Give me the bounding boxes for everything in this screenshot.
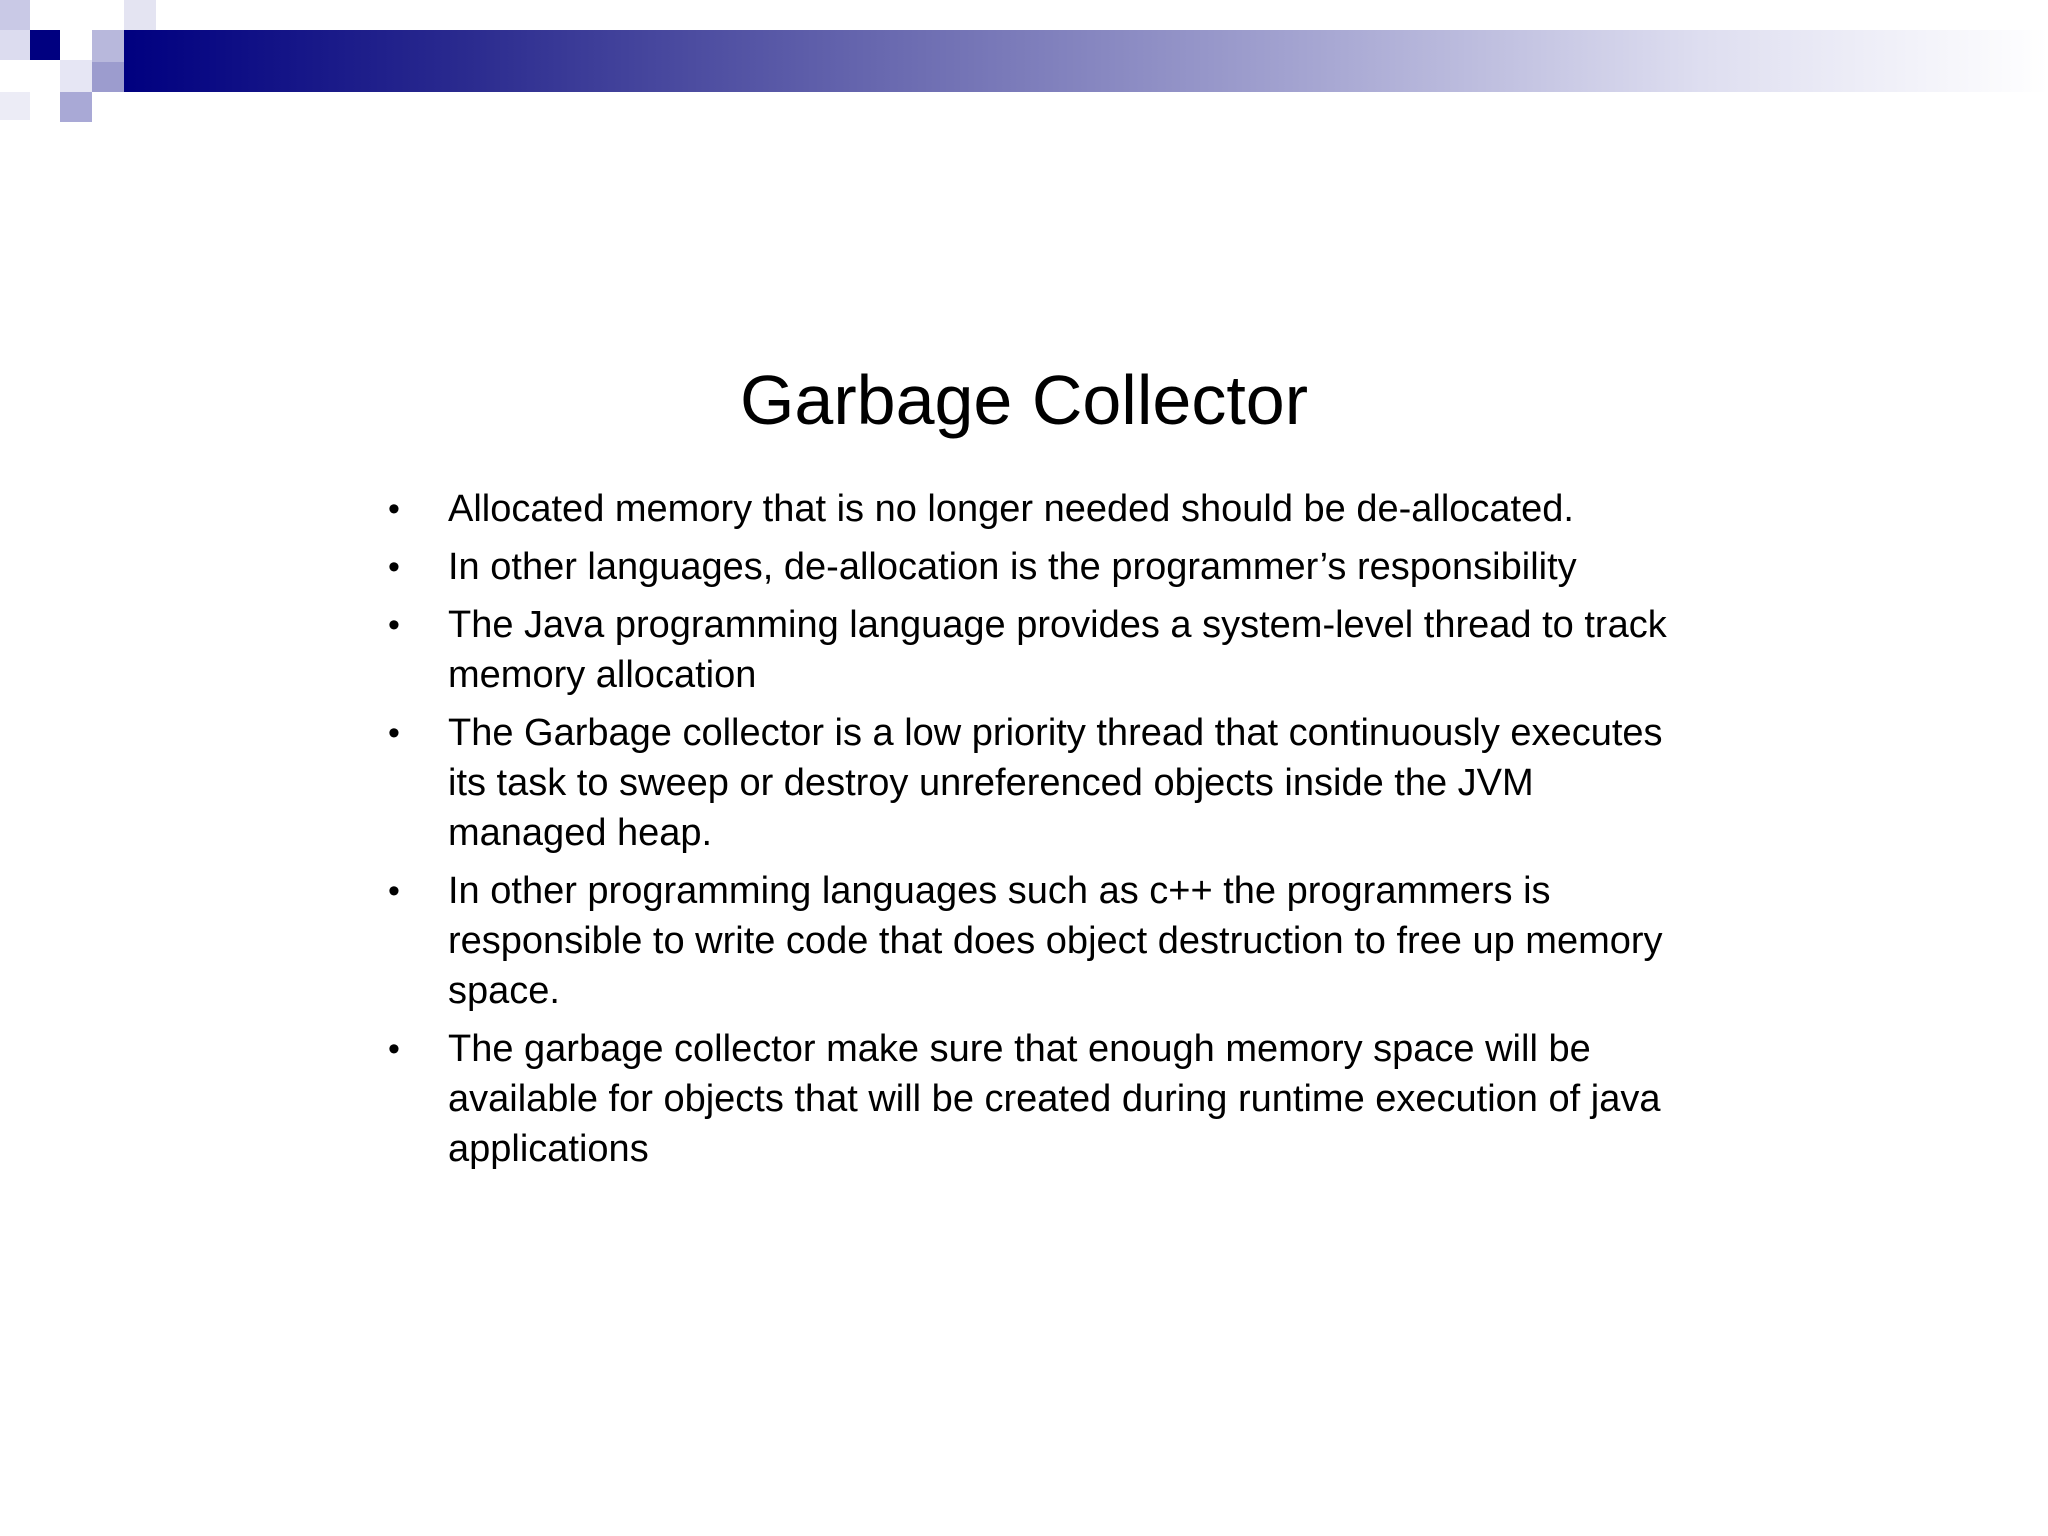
bullet-list (380, 484, 1700, 1182)
bullet-dot-icon: • (388, 548, 400, 586)
bullet-item (380, 1024, 1700, 1174)
bullet-item (380, 708, 1700, 858)
decor-square (30, 30, 60, 60)
bullet-text: Allocated memory that is no longer needed should be de-allocated. (448, 488, 1574, 530)
decor-square (60, 92, 92, 122)
bullet-item (380, 600, 1700, 700)
bullet-text: The garbage collector make sure that enough memory space will be available for objects that will be created during runtime execution of java applications (448, 1028, 1661, 1170)
decor-square (0, 30, 30, 60)
bullet-text: The Java programming language provides a system-level thread to track memory allocation (448, 604, 1667, 696)
decor-square (0, 0, 30, 30)
decor-square (0, 92, 30, 120)
decor-square (92, 62, 124, 92)
bullet-text: In other programming languages such as c++ the programmers is responsible to write code that does object destruction to free up memory space. (448, 870, 1663, 1012)
bullet-dot-icon: • (388, 872, 400, 910)
bullet-item (380, 484, 1700, 534)
bullet-dot-icon: • (388, 490, 400, 528)
bullet-dot-icon: • (388, 606, 400, 644)
header-gradient-bar (124, 30, 2048, 92)
bullet-item (380, 866, 1700, 1016)
bullet-dot-icon: • (388, 1030, 400, 1068)
decor-square (60, 60, 92, 92)
decor-square (92, 30, 124, 62)
bullet-text: In other languages, de-allocation is the programmer’s responsibility (448, 546, 1577, 588)
bullet-text: The Garbage collector is a low priority thread that continuously executes its task to sweep or destroy unreferenced objects inside the JVM managed heap. (448, 712, 1663, 854)
bullet-item (380, 542, 1700, 592)
bullet-dot-icon: • (388, 714, 400, 752)
decor-square (124, 0, 156, 30)
slide-title: Garbage Collector (739, 361, 1309, 439)
